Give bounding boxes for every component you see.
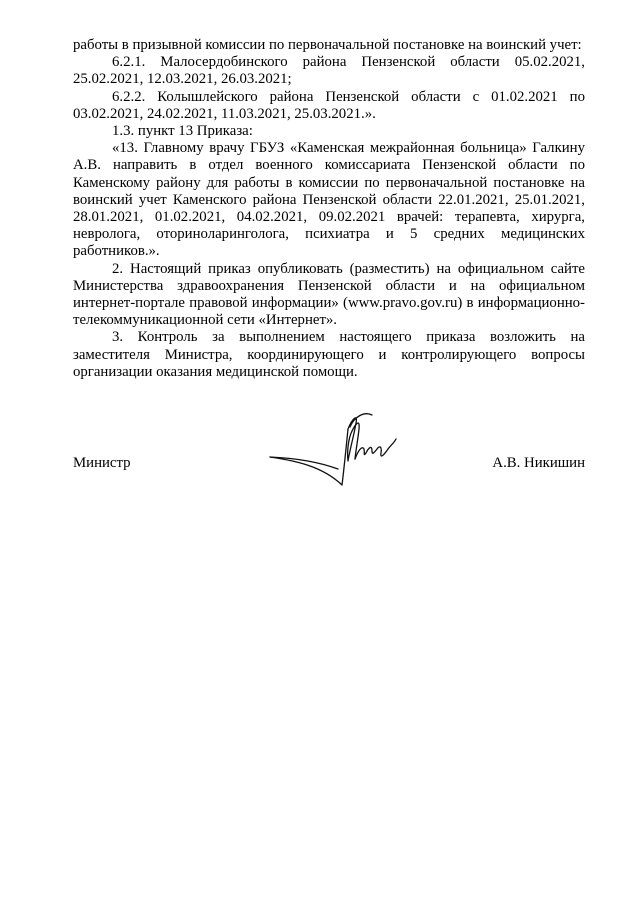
paragraph-2: 2. Настоящий приказ опубликовать (разместить) на официальном сайте Министерства здравоохранения Пензенской области и на официальном интернет-портале правовой информации» (www.pravo.gov.ru) в информационно-телекоммуникационной сети «Интернет». [73,260,585,329]
paragraph-6-2-1: 6.2.1. Малосердобинского района Пензенской области 05.02.2021, 25.02.2021, 12.03.2021, 26.03.2021; [73,54,585,88]
paragraph-13: «13. Главному врачу ГБУЗ «Каменская межрайонная больница» Галкину А.В. направить в отдел военного комиссариата Пензенской области по Каменскому району для работы в комиссии по первоначальной постановке на воинский учет Каменского района Пензенской области 22.01.2021, 25.01.2021, 28.01.2021, 01.02.2021, 04.02.2021, 09.02.2021 врачей: терапевта, хирурга, невролога, оториноларинголога, психиатра и 5 средних медицинских работников.». [73,140,585,260]
signature-block [73,449,585,489]
paragraph-1-3: 1.3. пункт 13 Приказа: [112,123,253,140]
document-body [73,37,585,381]
signer-role: Министр [73,455,131,471]
paragraph-continuation: работы в призывной комиссии по первоначальной постановке на воинский учет: [73,37,582,53]
paragraph-6-2-2: 6.2.2. Колышлейского района Пензенской области с 01.02.2021 по 03.02.2021, 24.02.2021, 11.03.2021, 25.03.2021.». [73,88,585,122]
signer-name: А.В. Никишин [492,455,585,471]
paragraph-3: 3. Контроль за выполнением настоящего приказа возложить на заместителя Министра, координирующего и контролирующего вопросы организации оказания медицинской помощи. [73,329,585,380]
